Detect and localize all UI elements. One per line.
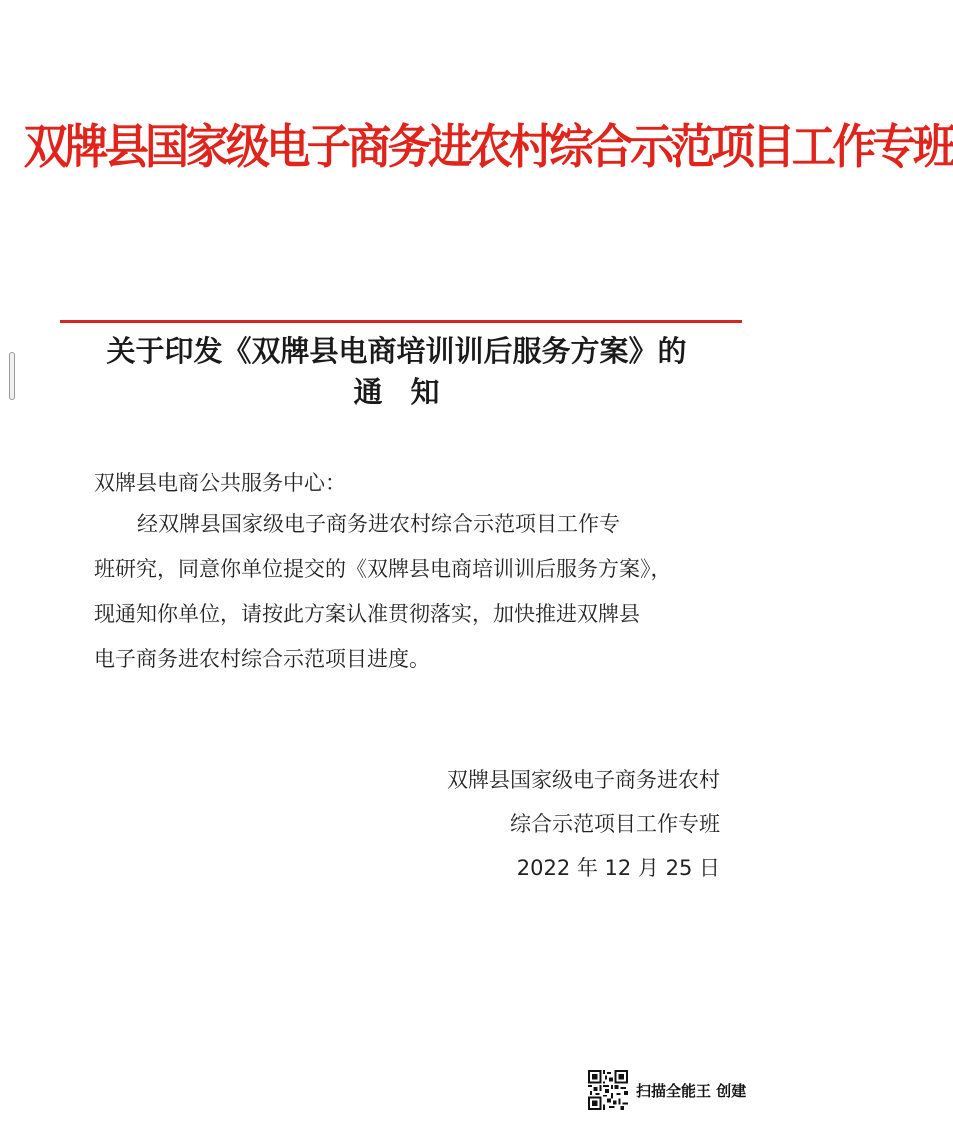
signature-date: 2022 年 12 月 25 日 xyxy=(516,856,720,880)
scanner-watermark xyxy=(588,1068,746,1112)
document-title-line-1: 关于印发《双牌县电商培训训后服务方案》的 xyxy=(106,334,687,368)
body-paragraph xyxy=(94,502,744,682)
salutation: 双牌县电商公共服务中心： xyxy=(94,471,346,495)
paragraph-line: 班研究，同意你单位提交的《双牌县电商培训训后服务方案》， xyxy=(94,557,672,581)
paragraph-line: 现通知你单位，请按此方案认准贯彻落实，加快推进双牌县 xyxy=(94,602,640,626)
red-divider-rule xyxy=(60,320,742,323)
letterhead-title: 双牌县国家级电子商务进农村综合示范项目工作专班 xyxy=(23,120,953,175)
paragraph-line: 电子商务进农村综合示范项目进度。 xyxy=(94,647,430,671)
qr-code-icon xyxy=(588,1070,628,1110)
scanner-label: 扫描全能王 创建 xyxy=(636,1081,747,1100)
signature-org-line-2: 综合示范项目工作专班 xyxy=(510,812,720,836)
paragraph-line: 经双牌县国家级电子商务进农村综合示范项目工作专 xyxy=(137,512,620,536)
signature-block xyxy=(0,758,720,890)
signature-org-line-1: 双牌县国家级电子商务进农村 xyxy=(447,768,720,792)
document-title-line-2: 通知 xyxy=(353,375,468,409)
